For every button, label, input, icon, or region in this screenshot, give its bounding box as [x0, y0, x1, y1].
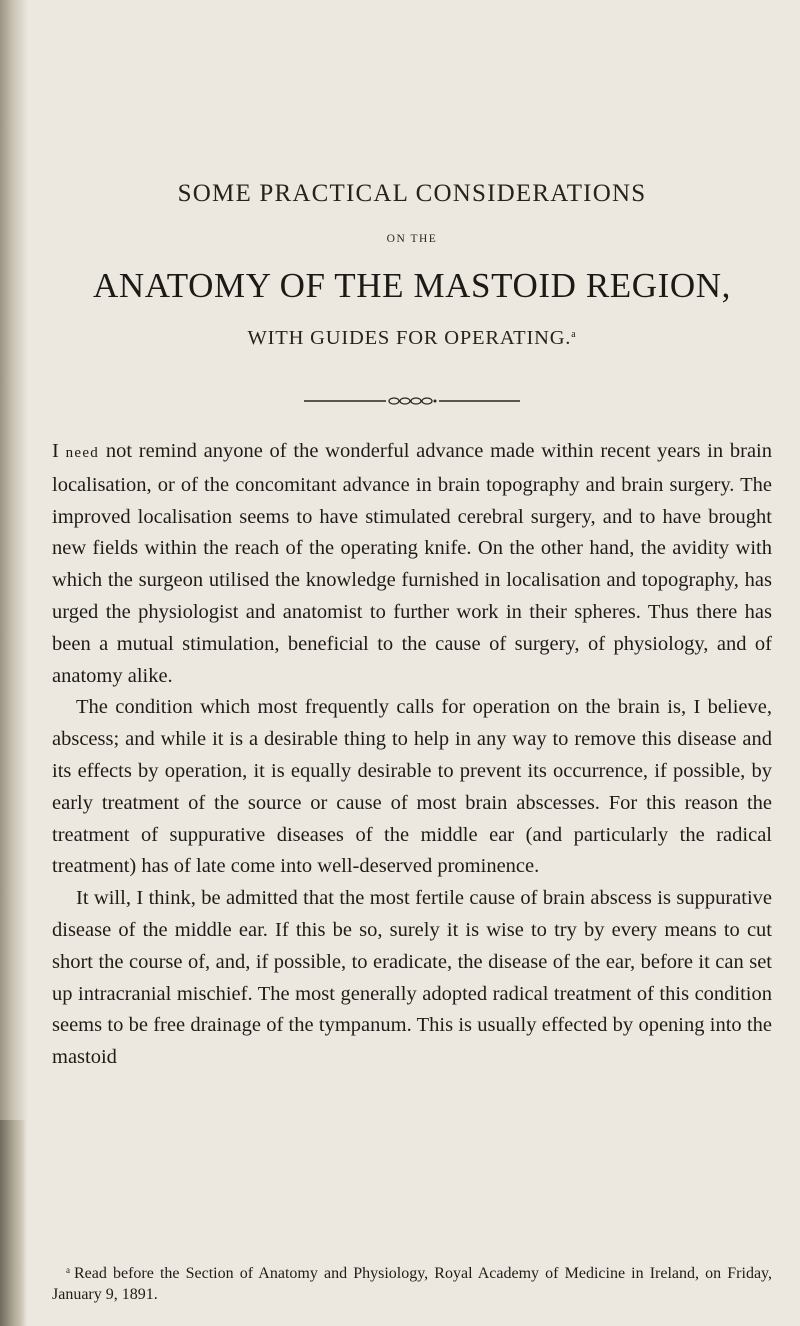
paragraph-1-text: not remind anyone of the wonderful advance made within recent years in brain localisation, or of the concomitant advance in brain topography and brain surgery. The improved localisation seems to have stimulated cerebral surgery, and to have brought new fields within the reach of the operating knife. On the other hand, the avidity with which the surgeon utilised the knowledge furnished in localisation and topography, has urged the physiologist and anatomist to further work in their spheres. Thus there has been a mutual stimulation, beneficial to the cause of surgery, of physiology, and of anatomy alike.	[52, 440, 772, 687]
footnote-marker: a	[66, 1265, 70, 1275]
title-line-4	[52, 327, 772, 350]
title-line-1: SOME PRACTICAL CONSIDERATIONS	[177, 180, 647, 207]
paragraph-1-smallcaps: need	[65, 445, 100, 461]
page-edge-shadow-lower	[0, 1120, 26, 1326]
section-ornament	[304, 396, 520, 406]
body-text	[52, 436, 772, 1074]
paragraph-1-initial: I	[52, 440, 59, 462]
title-line-2: ON THE	[386, 233, 438, 245]
title-line-4-text: WITH GUIDES FOR OPERATING.	[247, 327, 572, 349]
footnote	[52, 1260, 772, 1305]
title-footnote-marker: a	[571, 329, 577, 340]
footnote-paragraph	[52, 1260, 772, 1305]
footnote-text: Read before the Section of Anatomy and Physiology, Royal Academy of Medicine in Ireland, on Friday, January 9, 1891.	[52, 1265, 772, 1303]
paragraph-2: The condition which most frequently calls for operation on the brain is, I believe, abscess; and while it is a desirable thing to help in any way to remove this disease and its effects by operation, it is equally desirable to prevent its occurrence, if possible, by early treatment of the source or cause of most brain abscesses. For this reason the treatment of suppurative diseases of the middle ear (and particularly the radical treatment) has of late come into well-deserved prominence.	[52, 696, 772, 878]
paragraph-3: It will, I think, be admitted that the most fertile cause of brain abscess is suppurative disease of the middle ear. If this be so, surely it is wise to try by every means to cut short the course of, and, if possible, to eradicate, the disease of the ear, before it can set up intracranial mischief. The most generally adopted radical treatment of this condition seems to be free drainage of the tympanum. This is usually effected by opening into the mastoid	[52, 887, 772, 1069]
document-page	[52, 0, 772, 1326]
title-line-3: ANATOMY OF THE MASTOID REGION,	[93, 266, 731, 305]
paragraph-1	[52, 436, 772, 692]
